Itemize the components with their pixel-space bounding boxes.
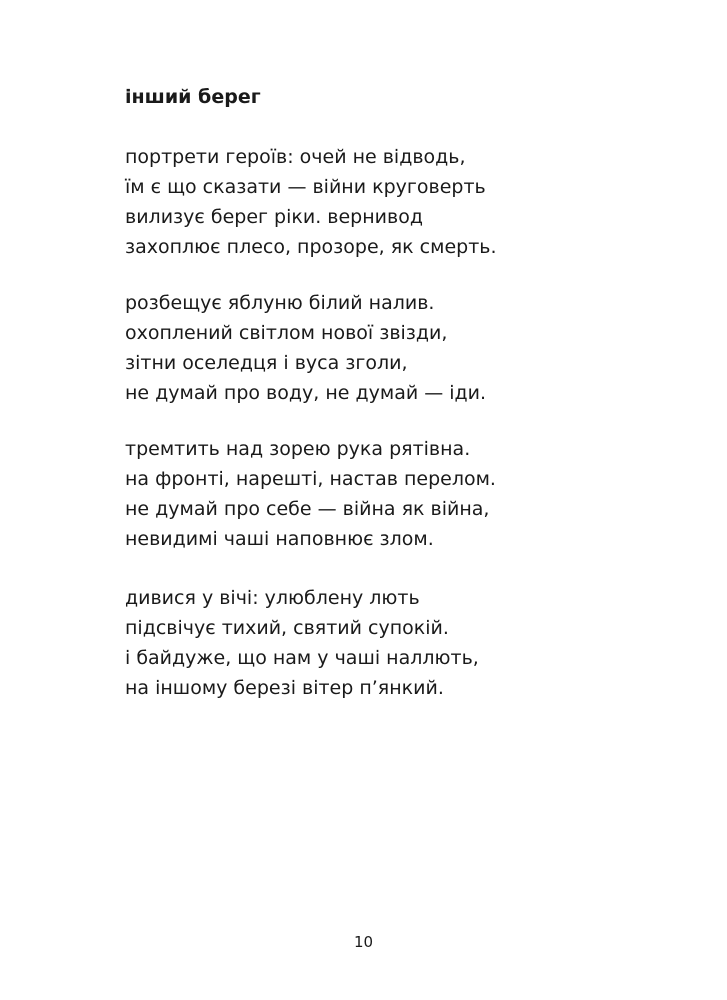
poem-line: підсвічує тихий, святий супокій. xyxy=(125,617,449,639)
poem-line: портрети героїв: очей не відводь, xyxy=(125,146,466,168)
stanza-1 xyxy=(125,142,497,262)
stanza-2 xyxy=(125,288,486,408)
poem-title: інший берег xyxy=(125,86,261,108)
poem-line: не думай про воду, не думай — іди. xyxy=(125,382,487,404)
poem-line: і байдуже, що нам у чаші наллють, xyxy=(125,647,479,669)
poem-line: вилизує берег ріки. вернивод xyxy=(125,206,423,228)
poem-line: зітни оселедця і вуса зголи, xyxy=(125,352,408,374)
poem-line: тремтить над зорею рука рятівна. xyxy=(125,438,471,460)
poem-line: на іншому березі вітер п’янкий. xyxy=(125,677,444,699)
poem-line: дивися у вічі: улюблену лють xyxy=(125,587,420,609)
poem-line: не думай про себе — війна як війна, xyxy=(125,498,490,520)
poem-line: захоплює плесо, прозоре, як смерть. xyxy=(125,236,497,258)
poem-line: охоплений світлом нової звізди, xyxy=(125,322,448,344)
stanza-4 xyxy=(125,583,479,703)
poem-line: невидимі чаші наповнює злом. xyxy=(125,528,434,550)
stanza-3 xyxy=(125,434,496,554)
poem-line: на фронті, нарешті, настав перелом. xyxy=(125,468,496,490)
poem-line: їм є що сказати — війни круговерть xyxy=(125,176,486,198)
page-number: 10 xyxy=(353,933,374,951)
poem-line: розбещує яблуню білий налив. xyxy=(125,292,435,314)
